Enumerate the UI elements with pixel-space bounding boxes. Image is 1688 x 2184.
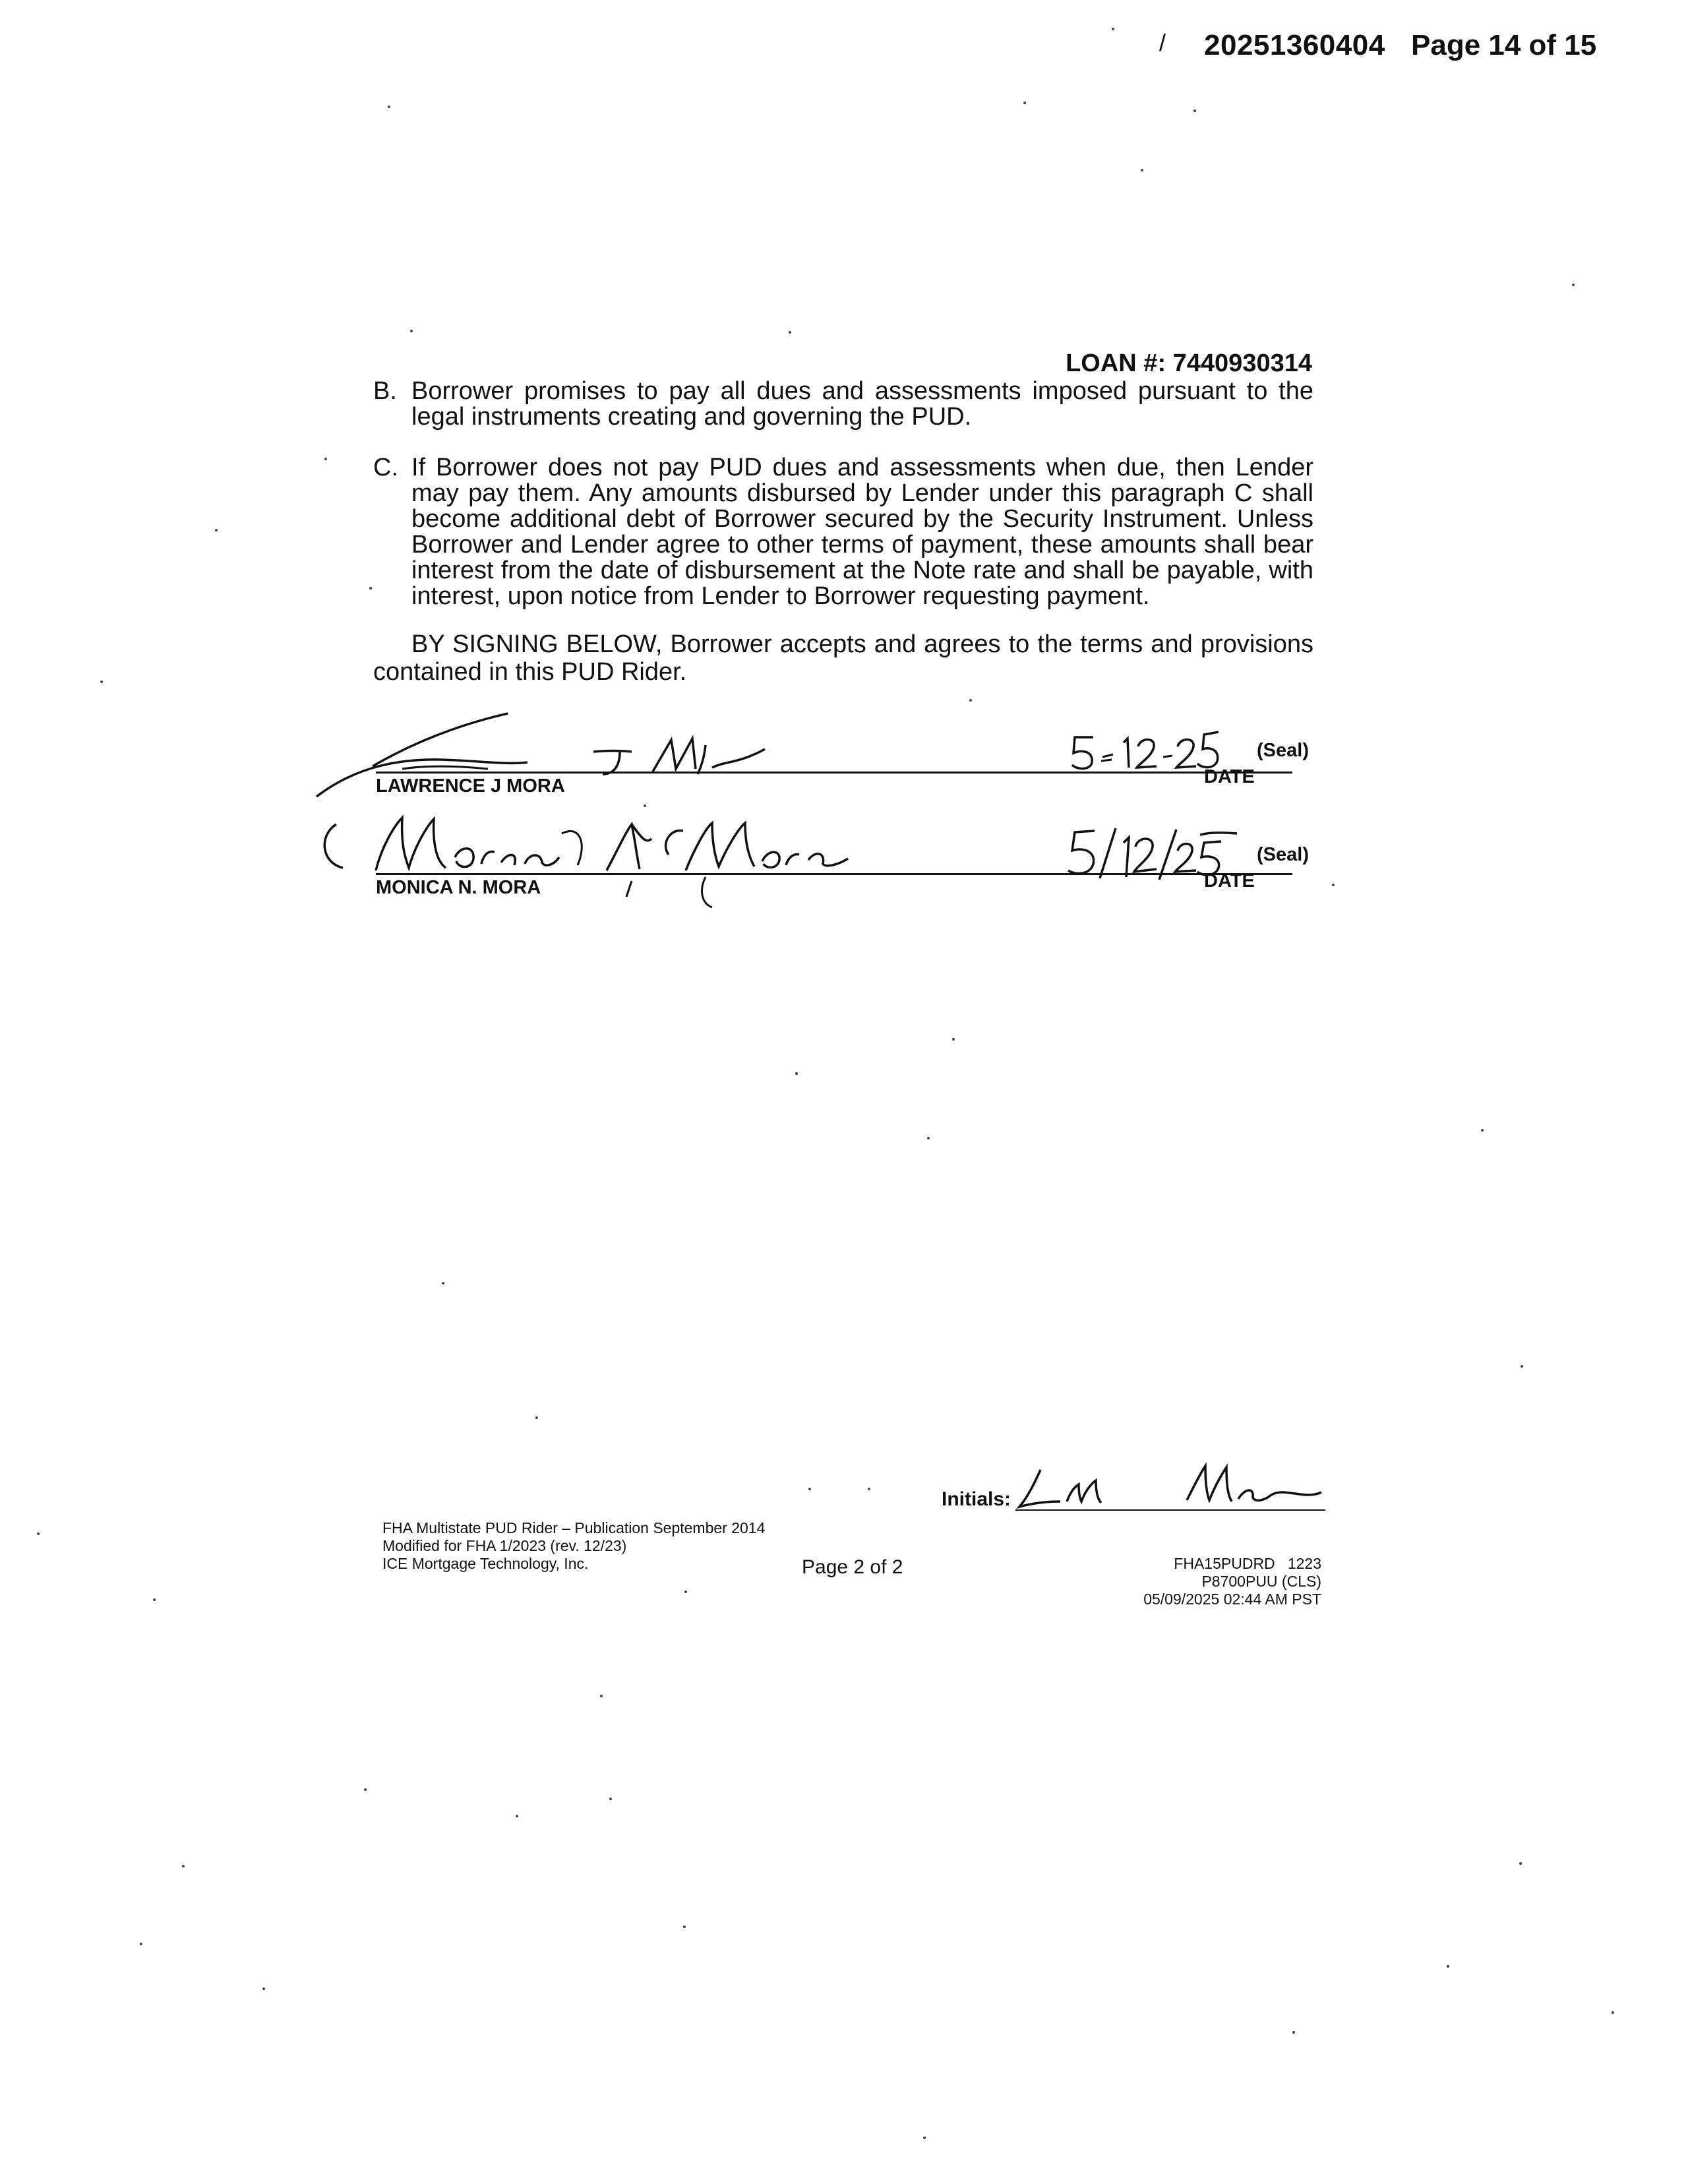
- scan-speck: [795, 1072, 798, 1075]
- footer-line-company: ICE Mortgage Technology, Inc.: [382, 1555, 589, 1572]
- scan-speck: [969, 699, 972, 702]
- footer-doc-code: P8700PUU (CLS): [1201, 1573, 1321, 1590]
- footer-line-publication: FHA Multistate PUD Rider – Publication September 2014: [382, 1519, 766, 1536]
- scan-speck: [600, 1695, 603, 1697]
- paragraph-c-text: If Borrower does not pay PUD dues and assessments when due, then Lender may pay them. Any amounts disbursed by Lender under this paragraph C shall become additional debt of Borrower secured by the Security Instrument. Unless Borrower and Lender agree to other terms of payment, these amounts shall bear interest from the date of disbursement at the Note rate and shall be payable, with interest, upon notice from Lender to Borrower requesting payment.: [411, 454, 1313, 610]
- scan-speck: [1519, 1862, 1522, 1865]
- scan-speck: [927, 1137, 930, 1139]
- scan-speck: [683, 1926, 686, 1928]
- loan-number: LOAN #: 7440930314: [1066, 349, 1312, 377]
- header-slash-mark: /: [1159, 29, 1166, 56]
- signature-block-lawrence: [310, 706, 1325, 798]
- scan-speck: [1141, 169, 1143, 171]
- scan-speck: [808, 1488, 811, 1490]
- paragraph-c-label: C.: [373, 454, 398, 481]
- paragraph-b-label: B.: [373, 377, 397, 405]
- document-number: 20251360404: [1204, 29, 1385, 61]
- scan-speck: [1572, 284, 1575, 286]
- footer-form-codes: [1143, 1555, 1321, 1608]
- scan-speck: [364, 1788, 367, 1791]
- handwritten-initials: [1014, 1461, 1331, 1513]
- scan-speck: [388, 106, 390, 108]
- date-label-lawrence: DATE: [1204, 766, 1255, 787]
- scan-speck: [1481, 1129, 1484, 1132]
- scan-speck: [952, 1038, 955, 1041]
- handwritten-date-lawrence: [1068, 729, 1220, 775]
- scan-speck: [1023, 102, 1026, 104]
- scan-speck: [140, 1943, 142, 1945]
- scan-speck: [1112, 28, 1114, 30]
- scan-speck: [923, 2137, 926, 2139]
- scan-speck: [684, 1591, 687, 1593]
- scan-speck: [182, 1865, 185, 1867]
- paragraph-b: [373, 379, 1313, 430]
- page-indicator: Page 14 of 15: [1411, 29, 1597, 61]
- scan-speck: [535, 1416, 538, 1419]
- scan-speck: [1332, 884, 1335, 886]
- scan-speck: [324, 458, 327, 460]
- scan-speck: [369, 587, 372, 590]
- signer-name-monica: MONICA N. MORA: [376, 877, 541, 898]
- scan-speck: [442, 1282, 444, 1285]
- scan-speck: [868, 1488, 870, 1490]
- signature-block-monica: [316, 804, 1325, 910]
- signer-name-lawrence: LAWRENCE J MORA: [376, 775, 565, 797]
- scan-speck: [789, 331, 791, 334]
- seal-label-lawrence: (Seal): [1257, 740, 1309, 761]
- paragraph-c: [373, 455, 1313, 609]
- initials-label: Initials:: [942, 1488, 1011, 1510]
- scan-speck: [262, 1987, 265, 1990]
- scan-speck: [1521, 1365, 1523, 1368]
- signing-statement-text: BY SIGNING BELOW, Borrower accepts and agrees to the terms and provisions contained in this PUD Rider.: [373, 630, 1313, 686]
- scan-speck: [153, 1598, 156, 1601]
- scan-speck: [516, 1815, 518, 1817]
- scan-speck: [1612, 2011, 1614, 2014]
- date-label-monica: DATE: [1204, 870, 1255, 892]
- scan-speck: [644, 804, 646, 807]
- scan-speck: [1193, 109, 1196, 112]
- footer-form-code: FHA15PUDRD 1223: [1174, 1555, 1321, 1572]
- scan-speck: [100, 681, 103, 683]
- scan-speck: [609, 1798, 612, 1800]
- scan-speck: [37, 1532, 40, 1535]
- seal-label-monica: (Seal): [1257, 844, 1309, 865]
- scan-speck: [215, 529, 218, 531]
- scan-speck: [410, 330, 413, 332]
- footer-form-info: [382, 1519, 765, 1573]
- signing-statement: [373, 630, 1313, 686]
- footer-timestamp: 05/09/2025 02:44 AM PST: [1143, 1591, 1321, 1608]
- scan-speck: [1292, 2031, 1295, 2034]
- initials-block: [936, 1461, 1332, 1513]
- paragraph-b-text: Borrower promises to pay all dues and assessments imposed pursuant to the legal instruments creating and governing the PUD.: [411, 377, 1313, 431]
- footer-line-modified: Modified for FHA 1/2023 (rev. 12/23): [382, 1537, 627, 1554]
- scan-speck: [1447, 1965, 1449, 1968]
- footer-page-number: Page 2 of 2: [802, 1556, 903, 1578]
